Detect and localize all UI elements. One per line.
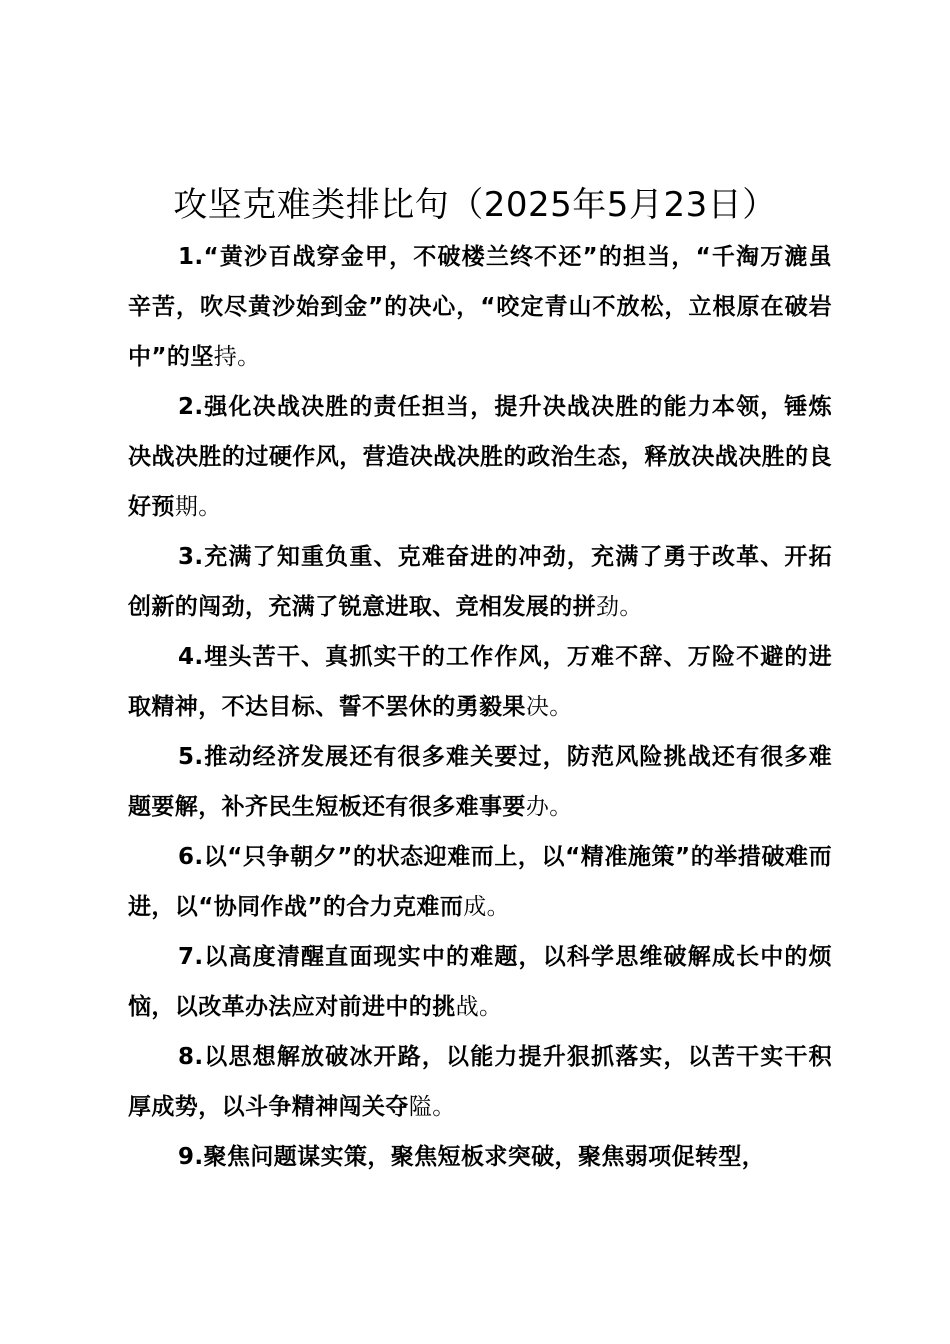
document-title: 攻坚克难类排比句（2025年5月23日）	[173, 185, 777, 225]
paragraph-1	[128, 232, 832, 382]
paragraph-8-regular: 隘。	[408, 1094, 456, 1120]
paragraph-5-bold: 5.推动经济发展还有很多难关要过，防范风险挑战还有很多难题要解，补齐民生短板还有很多难事要	[128, 744, 832, 820]
paragraph-2-regular: 期。	[174, 494, 222, 520]
paragraph-7-bold: 7.以高度清醒直面现实中的难题，以科学思维破解成长中的烦恼，以改革办法应对前进中的挑	[128, 944, 832, 1020]
paragraph-7	[128, 932, 832, 1032]
paragraph-2	[128, 382, 832, 532]
paragraph-1-bold: 1.“黄沙百战穿金甲，不破楼兰终不还”的担当，“千淘万漉虽辛苦，吹尽黄沙始到金”的决心，“咬定青山不放松，立根原在破岩中”的坚	[128, 244, 832, 370]
paragraph-8	[128, 1032, 832, 1132]
paragraph-9	[128, 1132, 832, 1182]
paragraph-3	[128, 532, 832, 632]
paragraph-8-bold: 8.以思想解放破冰开路，以能力提升狠抓落实，以苦干实干积厚成势，以斗争精神闯关夺	[128, 1044, 832, 1120]
paragraph-6-bold: 6.以“只争朝夕”的状态迎难而上，以“精准施策”的举措破难而进，以“协同作战”的合力克难而	[128, 844, 832, 920]
paragraph-3-regular: 劲。	[596, 594, 643, 620]
paragraph-2-bold: 2.强化决战决胜的责任担当，提升决战决胜的能力本领，锤炼决战决胜的过硬作风，营造决战决胜的政治生态，释放决战决胜的良好预	[128, 394, 832, 520]
paragraph-5	[128, 732, 832, 832]
paragraph-6	[128, 832, 832, 932]
paragraph-4-bold: 4.埋头苦干、真抓实干的工作作风，万难不辞、万险不避的进取精神，不达目标、誓不罢休的勇毅果	[128, 644, 832, 720]
paragraph-7-regular: 战。	[455, 994, 503, 1020]
paragraph-1-regular: 持。	[213, 344, 261, 370]
paragraph-6-regular: 成。	[463, 894, 511, 920]
document-body	[128, 232, 832, 1182]
paragraph-9-bold: 9.聚焦问题谋实策，聚焦短板求突破，聚焦弱项促转型，	[178, 1144, 766, 1170]
paragraph-3-bold: 3.充满了知重负重、克难奋进的冲劲，充满了勇于改革、开拓创新的闯劲，充满了锐意进取、竞相发展的拼	[128, 544, 832, 620]
paragraph-4	[128, 632, 832, 732]
paragraph-4-regular: 决。	[525, 694, 573, 720]
paragraph-5-regular: 办。	[525, 794, 573, 820]
